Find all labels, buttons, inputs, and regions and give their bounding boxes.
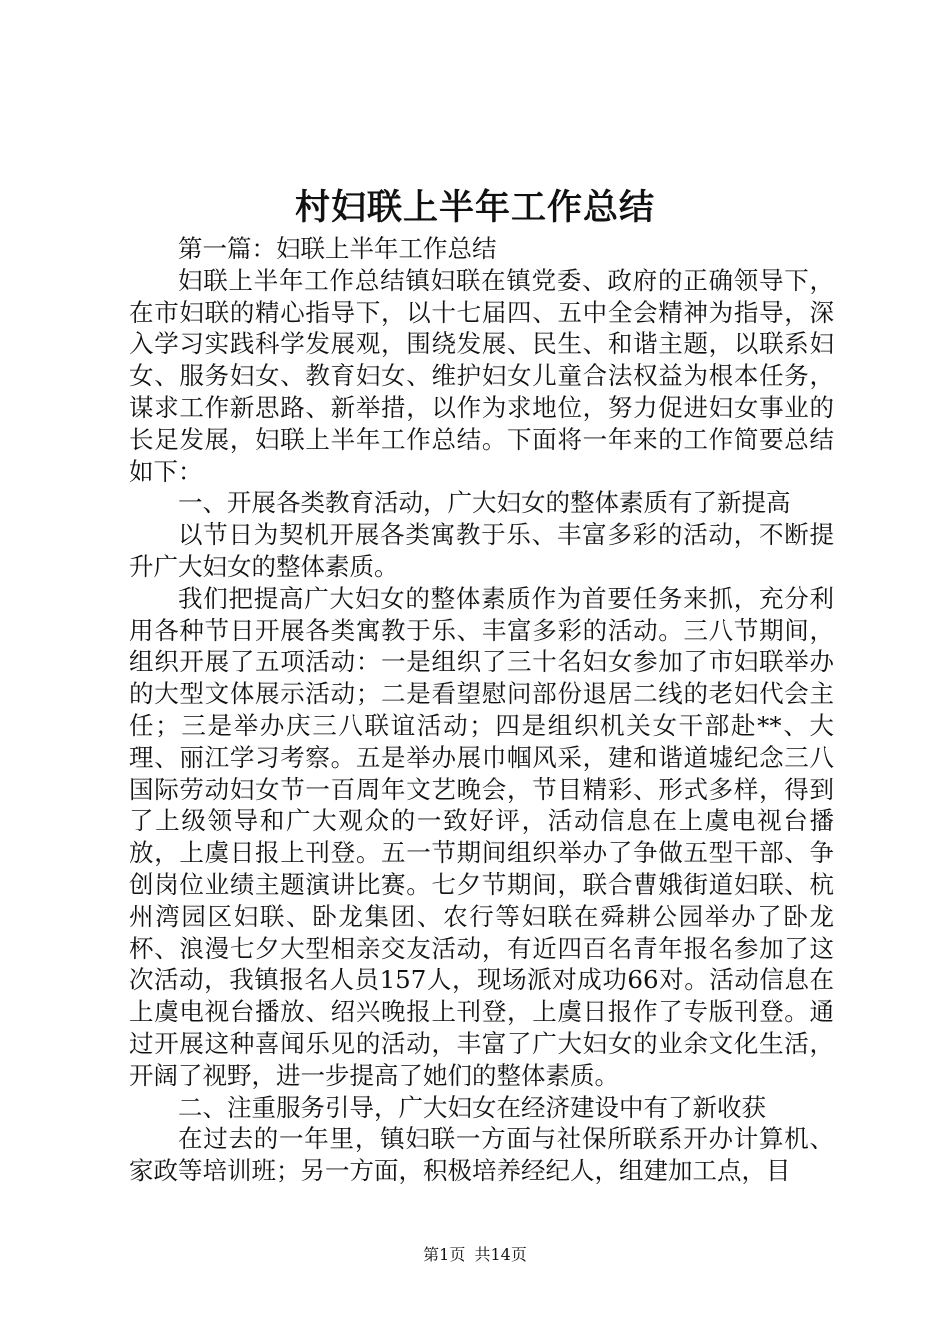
section-heading-first-article: 第一篇：妇联上半年工作总结 bbox=[178, 234, 497, 263]
section-heading-1: 一、开展各类教育活动，广大妇女的整体素质有了新提高 bbox=[178, 488, 791, 518]
document-title: 村妇联上半年工作总结 bbox=[294, 187, 655, 228]
section-heading-2: 二、注重服务引导，广大妇女在经济建设中有了新收获 bbox=[178, 1092, 766, 1122]
page-footer bbox=[0, 1243, 950, 1267]
body-paragraph-intro: 妇联上半年工作总结镇妇联在镇党委、政府的正确领导下，在市妇联的精心指导下，以十七届四、五中全会精神为指导，深入学习实践科学发展观，围绕发展、民生、和谐主题，以联系妇女、服务妇女、教育妇女、维护妇女儿童合法权益为根本任务，谋求工作新思路、新举措，以作为求地位，努力促进妇女事业的长足发展，妇联上半年工作总结。下面将一年来的工作简要总结如下： bbox=[129, 265, 834, 486]
body-paragraph-activities: 我们把提高广大妇女的整体素质作为首要任务来抓，充分利用各种节日开展各类寓教于乐、丰富多彩的活动。三八节期间，组织开展了五项活动：一是组织了三十名妇女参加了市妇联举办的大型文体展示活动；二是看望慰问部份退居二线的老妇代会主任；三是举办庆三八联谊活动；四是组织机关女干部赴**、大理、丽江学习考察。五是举办展巾帼风采，建和谐道墟纪念三八国际劳动妇女节一百周年文艺晚会，节目精彩、形式多样，得到了上级领导和广大观众的一致好评，活动信息在上虞电视台播放，上虞日报上刊登。五一节期间组织举办了争做五型干部、争创岗位业绩主题演讲比赛。七夕节期间，联合曹娥街道妇联、杭州湾园区妇联、卧龙集团、农行等妇联在舜耕公园举办了卧龙杯、浪漫七夕大型相亲交友活动，有近四百名青年报名参加了这次活动，我镇报名人员157人，现场派对成功66对。活动信息在上虞电视台播放、绍兴晚报上刊登，上虞日报作了专版刊登。通过开展这种喜闻乐见的活动，丰富了广大妇女的业余文化生活，开阔了视野，进一步提高了她们的整体素质。 bbox=[129, 583, 834, 1090]
body-paragraph-past-year: 在过去的一年里，镇妇联一方面与社保所联系开办计算机、家政等培训班；另一方面，积极培养经纪人，组建加工点，目 bbox=[129, 1124, 834, 1186]
body-paragraph-festival: 以节日为契机开展各类寓教于乐、丰富多彩的活动，不断提升广大妇女的整体素质。 bbox=[129, 520, 834, 581]
document-body bbox=[129, 233, 834, 1187]
page-total: 共14页 bbox=[474, 1245, 527, 1264]
page-number: 第1页 bbox=[423, 1245, 466, 1264]
